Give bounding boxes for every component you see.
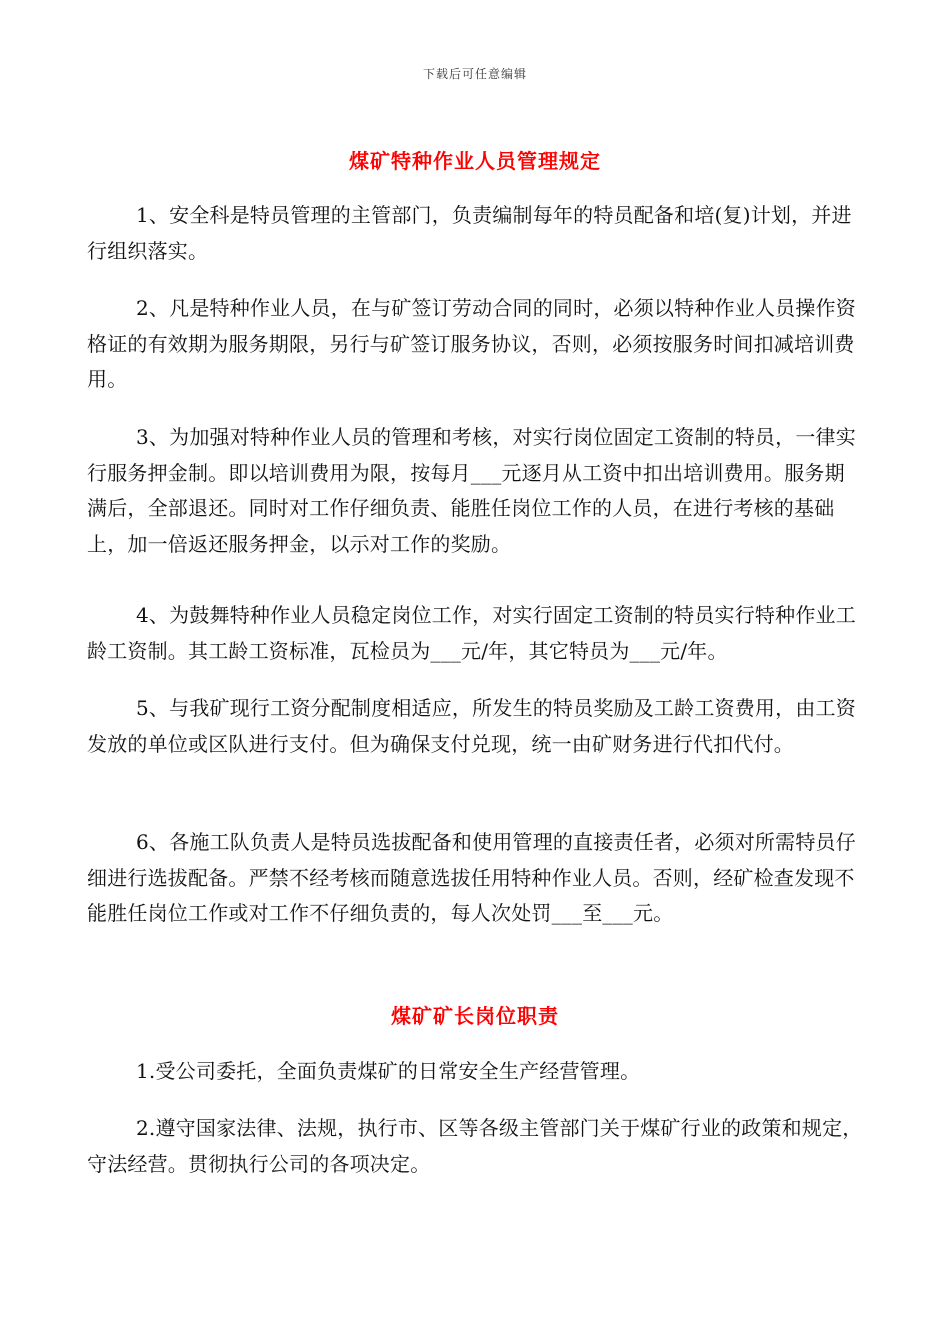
header-note: 下载后可任意编辑 xyxy=(422,67,527,81)
paragraph-6: 6、各施工队负责人是特员选拔配备和使用管理的直接责任者，必须对所需特员仔细进行选拔配备。严禁不经考核而随意选拔任用特种作业人员。否则，经矿检查发现不能胜任岗位工作或对工作不仔细负责的，每人次处罚___至___元。 xyxy=(87,830,856,925)
paragraph-3: 3、为加强对特种作业人员的管理和考核，对实行岗位固定工资制的特员，一律实行服务押金制。即以培训费用为限，按每月___元逐月从工资中扣出培训费用。服务期满后，全部退还。同时对工作仔细负责、能胜任岗位工作的人员，在进行考核的基础上，加一倍返还服务押金，以示对工作的奖励。 xyxy=(87,425,856,556)
duty-item-1: 1.受公司委托，全面负责煤矿的日常安全生产经营管理。 xyxy=(136,1059,641,1083)
paragraph-5: 5、与我矿现行工资分配制度相适应，所发生的特员奖励及工龄工资费用，由工资发放的单位或区队进行支付。但为确保支付兑现，统一由矿财务进行代扣代付。 xyxy=(87,696,856,756)
paragraph-2: 2、凡是特种作业人员，在与矿签订劳动合同的同时，必须以特种作业人员操作资格证的有效期为服务期限，另行与矿签订服务协议，否则，必须按服务时间扣减培训费用。 xyxy=(87,296,856,391)
duty-item-2: 2.遵守国家法律、法规，执行市、区等各级主管部门关于煤矿行业的政策和规定，守法经营。贯彻执行公司的各项决定。 xyxy=(87,1116,863,1176)
section-title-special-operators: 煤矿特种作业人员管理规定 xyxy=(349,149,601,173)
section-title-mine-manager: 煤矿矿长岗位职责 xyxy=(391,1004,559,1028)
paragraph-1: 1、安全科是特员管理的主管部门，负责编制每年的特员配备和培(复)计划，并进行组织落实。 xyxy=(87,203,852,263)
paragraph-4: 4、为鼓舞特种作业人员稳定岗位工作，对实行固定工资制的特员实行特种作业工龄工资制。其工龄工资标准，瓦检员为___元/年，其它特员为___元/年。 xyxy=(87,603,856,663)
